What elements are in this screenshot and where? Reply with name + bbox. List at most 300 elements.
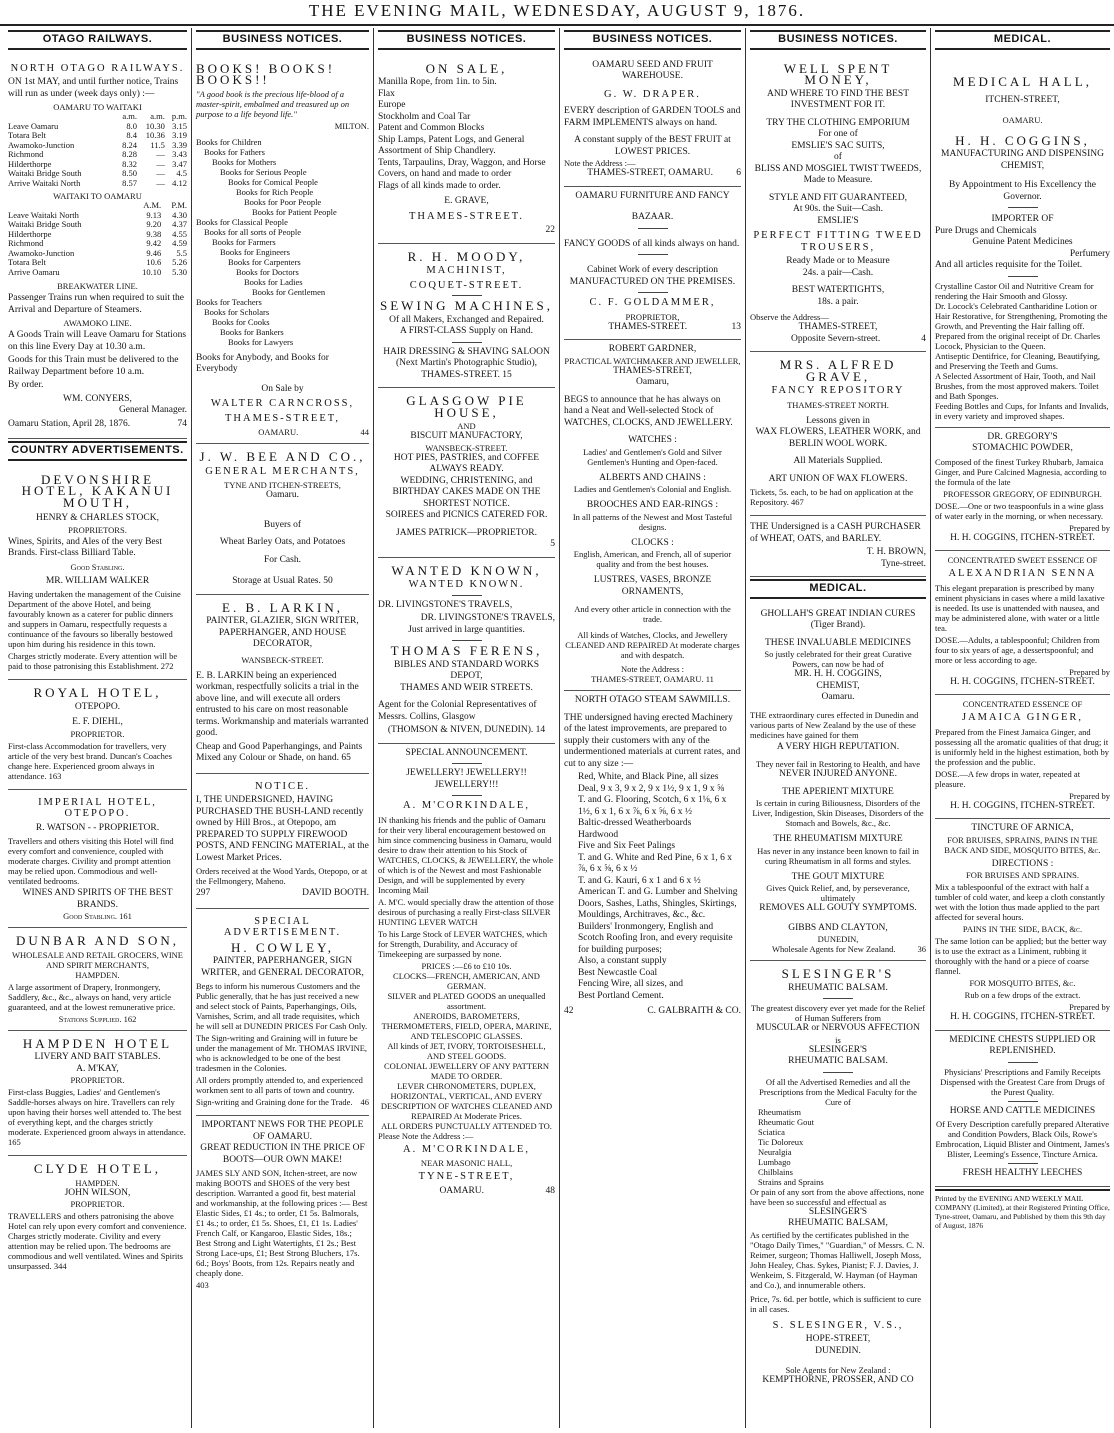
table-cell: 4.59: [172, 238, 187, 248]
ad-text: On Sale by: [261, 383, 304, 394]
ad-text: English, American, and French, all of superior quality and from the best houses.: [573, 549, 732, 569]
ad-title: E. B. LARKIN,: [222, 599, 343, 615]
ad-text: A constant supply of the BEST FRUIT at LOWEST PRICES.: [574, 135, 731, 157]
table-cell: 8.28: [122, 149, 137, 159]
section-heading: OTAGO RAILWAYS.: [8, 30, 187, 50]
ad-title: OAMARU FURNITURE AND FANCY: [575, 190, 730, 201]
ad-text: Pure Drugs and Chemicals: [935, 225, 1037, 236]
ad-signature: H. H. COGGINS, ITCHEN-STREET.: [950, 532, 1095, 543]
royal-hotel-ad: [8, 680, 187, 790]
ad-street: COQUET-STREET.: [409, 279, 524, 291]
list-item: Books for Lawyers: [228, 336, 294, 347]
table-header-cell: P.M.: [171, 200, 187, 210]
ad-number: 50: [323, 576, 333, 586]
ad-subtitle: JEWELLERY! JEWELLERY!! JEWELLERY!!!: [406, 768, 527, 790]
divider: [1008, 207, 1038, 208]
railway-timetable-ad: [8, 56, 187, 440]
ad-subtitle: MR. WILLIAM WALKER: [45, 575, 150, 586]
ad-text: MR. H. H. COGGINS,: [794, 669, 882, 679]
ad-text: All orders promptly attended to, and experienced workmen sent to all parts of town and country.: [196, 1075, 363, 1095]
ad-text: SOIREES and PICNICS CATERED FOR.: [385, 510, 548, 520]
table-header-cell: p.m.: [171, 111, 187, 121]
ad-text: Sole Agents for New Zealand :: [785, 1365, 891, 1375]
table-cell: 4.55: [172, 228, 187, 239]
ad-street: [378, 370, 555, 382]
seed-warehouse-ad: [564, 56, 741, 187]
ad-title: GLASGOW PIE HOUSE,: [406, 393, 527, 420]
table-cell: 8.4: [126, 130, 137, 140]
table-row: [8, 268, 187, 278]
ad-text: Of all the Advertised Remedies and all the Prescriptions from the Medical Faculty for the Cure of: [759, 1076, 917, 1107]
section-heading: BUSINESS NOTICES.: [564, 30, 741, 50]
ad-text: I, THE UNDERSIGNED, HAVING PURCHASED THE BUSH-LAND recently owned by Hill Bros., at Otepopo, am PREPARED TO SUPPLY FIREWOOD POSTS, AND FENCING MATERIAL, at the Lowest Market Prices.: [196, 795, 369, 863]
ad-subtitle: FANCY REPOSITORY: [771, 385, 905, 396]
ad-number: 14: [535, 725, 546, 735]
ad-title: NORTH OTAGO RAILWAYS.: [10, 62, 185, 74]
ad-number: 65: [341, 753, 351, 763]
ad-text: Buyers of: [263, 519, 302, 530]
dateline-text: Oamaru Station, April 28, 1876.: [8, 418, 131, 429]
list-item: Books for Ladies: [244, 276, 303, 287]
ad-subtitle: DIRECTIONS :: [991, 858, 1054, 869]
divider: [1008, 1163, 1038, 1164]
ad-street: THAMES AND WEIR STREETS.: [400, 682, 533, 693]
ad-name: H. COWLEY,: [230, 939, 335, 955]
ad-subtitle: PRACTICAL WATCHMAKER AND JEWELLER,: [564, 355, 741, 366]
ad-text: All kinds of Watches, Clocks, and Jewellery CLEANED AND REPAIRED At moderate charges and with despatch.: [565, 630, 740, 660]
ad-title: BOOKS! BOOKS! BOOKS!!: [196, 60, 336, 87]
table-cell: 10.36: [145, 130, 165, 140]
ad-street: [564, 322, 741, 334]
ad-proprietor: JOHN WILSON,: [64, 1187, 131, 1198]
ad-text: EVERY description of GARDEN TOOLS and FARM IMPLEMENTS always on hand.: [564, 106, 741, 128]
mccorkindale-ad: [378, 744, 555, 1204]
ad-subtitle: BIBLES AND STANDARD WORKS DEPOT,: [393, 659, 539, 681]
ad-text: of: [834, 152, 842, 162]
ad-signature: T. H. BROWN,: [866, 547, 926, 557]
ad-title: ON SALE,: [425, 60, 508, 76]
ad-text: A. M'C. would specially draw the attention of those desirous of purchasing a really First-class SILVER HUNTING LEVER WATCH: [378, 896, 554, 927]
column-6: [930, 28, 1114, 1428]
table-cell: 8.50: [122, 168, 137, 178]
glasgow-pie-ad: [378, 388, 555, 558]
royal-text: First-class Accommodation for travellers, very article of the very best brand. Duncan's Coaches change here. Experienced groom always in attendance.: [8, 740, 172, 781]
list-item: Europe: [378, 100, 406, 110]
ad-text: Note the Address :: [620, 664, 685, 674]
list-item: Best Newcastle Coal: [578, 967, 658, 978]
ad-town: Oamaru.: [266, 490, 299, 500]
ad-text: By order.: [8, 380, 44, 390]
books-list: [196, 137, 369, 347]
ad-number: 46: [360, 1097, 369, 1107]
ad-title: HAMPDEN HOTEL: [22, 1035, 173, 1051]
list-item: Hardwood: [578, 829, 619, 840]
ad-text: Oamaru.: [821, 692, 855, 702]
table-cell: 10.30: [145, 120, 165, 131]
ad-note: Good Stabling.: [70, 561, 125, 572]
ad-title: DEVONSHIRE HOTEL, KAKANUI MOUTH,: [21, 471, 174, 510]
ad-text: [8, 651, 187, 671]
ad-subtitle: LIVERY AND BAIT STABLES.: [34, 1052, 161, 1062]
divider: [452, 342, 482, 343]
ad-text: Prepared by: [1069, 666, 1110, 677]
ad-text: [196, 742, 369, 765]
toilet-items-list: [935, 281, 1110, 421]
ad-text: RHEUMATIC BALSAM,: [788, 1218, 888, 1228]
ad-title: CLYDE HOTEL,: [33, 1161, 162, 1176]
ad-title: WELL SPENT MONEY,: [783, 60, 893, 87]
ad-text: Observe the Address—: [750, 312, 829, 322]
ad-text: Rub on a few drops of the extract.: [964, 990, 1081, 1000]
ad-text: Mix a tablespoonful of the extract with half a tumbler of cold water, and keep a cloth constantly wet with the lotion thus made applied to the part affected for several hours.: [935, 882, 1105, 922]
timetable-waitaki-oamaru: [8, 201, 187, 277]
ad-number: 297: [196, 888, 211, 898]
ad-number: 11: [705, 674, 714, 684]
ad-number: 162: [123, 1013, 137, 1024]
list-item: Books for Engineers: [220, 246, 290, 257]
signature-text: DAVID BOOTH.: [302, 888, 369, 898]
ad-number: 74: [177, 418, 187, 429]
ad-text: Just arrived in large quantities.: [408, 624, 525, 635]
ad-proprietor: A. M'KAY,: [76, 1063, 119, 1074]
ad-role: PROPRIETORS.: [68, 524, 127, 535]
ad-signature: A. M'CORKINDALE,: [403, 1143, 530, 1155]
ad-title: SPECIAL ADVERTISEMENT.: [223, 915, 342, 938]
arnica-ad: [935, 819, 1110, 1031]
list-item: Best Portland Cement.: [578, 990, 664, 1001]
ad-place: OTEPOPO.: [74, 701, 121, 712]
ad-signature: H. H. COGGINS, ITCHEN-STREET.: [950, 676, 1095, 687]
ad-subtitle: CLOCKS :: [631, 537, 674, 548]
list-item: Books for Mothers: [212, 156, 277, 167]
ad-name: H. H. COGGINS,: [955, 132, 1090, 148]
list-item: Crystalline Castor Oil and Nutritive Cream for rendering the Hair Smooth and Glossy.: [935, 280, 1094, 301]
imperial-hotel-ad: [8, 790, 187, 929]
hampden-hotel-ad: [8, 1031, 187, 1157]
ad-text: Agent for the Colonial Representatives of Messrs. Collins, Glasgow: [378, 700, 537, 722]
table-cell: 9.46: [146, 247, 162, 258]
ad-number: 48: [545, 1185, 555, 1196]
ailments-list: [750, 1107, 926, 1187]
ad-signature: H. H. COGGINS, ITCHEN-STREET.: [950, 1012, 1095, 1022]
ad-text: Prepared from the Finest Jamaica Ginger, and possessing all the aromatic qualities of that drug; it is uniformly held in the highest estimation, both by the profession and the public.: [935, 726, 1109, 767]
list-item: Feeding Bottles and Cups, for Infants and Invalids, in every variety and improved shapes.: [935, 400, 1109, 421]
ad-town: Oamaru,: [636, 377, 669, 387]
column-1: [4, 28, 191, 1428]
list-item: Books for Classical People: [196, 216, 288, 227]
ad-subtitle: BISCUIT MANUFACTORY,: [410, 431, 523, 441]
ad-title: CONCENTRATED ESSENCE OF: [962, 699, 1083, 709]
ad-title: TINCTURE OF ARNICA,: [971, 823, 1074, 833]
ad-text: To his Large Stock of LEVER WATCHES, which for Strength, Durability, and Accuracy of Timekeeping are surpassed by none.: [378, 928, 548, 959]
ad-proprietor: HENRY & CHARLES STOCK,: [36, 513, 159, 523]
list-item: Books for Comical People: [228, 176, 318, 187]
ad-text: Physicians' Prescriptions and Family Receipts Dispensed with the Greatest Care from Drugs of the Purest Quality.: [940, 1066, 1105, 1097]
ad-number: 272: [160, 661, 174, 671]
ad-title: WANTED KNOWN,: [391, 562, 542, 578]
table-cell: 3.19: [172, 130, 187, 140]
ad-text: Cabinet Work of every description: [587, 265, 718, 275]
ad-text: Perfumery: [1069, 248, 1110, 259]
ad-text: A VERY HIGH REPUTATION.: [776, 741, 900, 752]
ad-text: Ladies' and Gentlemen's Gold and Silver Gentlemen's Hunting and Open-faced.: [583, 446, 722, 467]
ad-signature: E. GRAVE,: [444, 196, 489, 206]
ad-text: RHEUMATIC BALSAM.: [788, 1056, 888, 1066]
table-cell: 10.6: [146, 257, 162, 267]
ad-proprietor: JAMES PATRICK—PROPRIETOR.: [396, 527, 537, 538]
ad-subtitle: PAINS IN THE SIDE, BACK, &c.: [962, 924, 1083, 934]
list-item: Rheumatism: [758, 1106, 801, 1117]
ad-role: General Manager.: [118, 405, 187, 415]
ad-text: Note the Address :—: [564, 158, 636, 168]
table-cell: Leave Waitaki North: [8, 209, 79, 220]
list-item: Books for Fathers: [204, 146, 265, 157]
ad-text: PERFECT FITTING TWEED TROUSERS,: [753, 230, 923, 253]
ad-title: OAMARU SEED AND FRUIT WAREHOUSE.: [592, 59, 713, 81]
ad-number: 22: [545, 225, 555, 235]
ad-text: DOSE.—A few drops in water, repeated at pleasure.: [935, 768, 1081, 789]
list-item: T. and G. Kauri, 6 x 1 and 6 x ½: [578, 875, 701, 886]
ad-subtitle: MANUFACTURING AND DISPENSING CHEMIST,: [941, 149, 1104, 171]
table-cell: 8.0: [126, 120, 137, 131]
address-text: THAMES-STREET, OAMARU.: [591, 674, 704, 684]
mrs-grave-ad: [750, 352, 926, 516]
divider: [452, 795, 482, 796]
ad-title: SLESINGER'S: [781, 966, 895, 981]
ad-street: THAMES-STREET NORTH.: [787, 399, 889, 410]
ad-role: PROPRIETOR.: [70, 1199, 125, 1209]
ad-street: HOPE-STREET,: [805, 1334, 871, 1344]
list-item: Books for Cooks: [212, 316, 270, 327]
section-heading: COUNTRY ADVERTISEMENTS.: [8, 441, 187, 461]
table-title: OAMARU TO WAITAKI: [53, 102, 142, 112]
ad-text: NEVER INJURED ANYONE.: [779, 769, 897, 779]
gregory-powder-ad: [935, 428, 1110, 552]
ad-text: A large assortment of Drapery, Ironmongery, Saddlery, &c., &c., always on hand, very article guaranteed, and at the lowest remunerative price.: [8, 981, 176, 1012]
divider: [638, 254, 668, 255]
ad-text: [196, 1097, 369, 1107]
ad-text: Lessons given in: [806, 415, 870, 426]
ad-street: [564, 168, 741, 180]
list-item: Tic Doloreux: [758, 1136, 804, 1147]
ad-subtitle: IMPORTER OF: [991, 214, 1054, 224]
ad-text: [8, 741, 187, 781]
ad-signature: H. H. COGGINS, ITCHEN-STREET.: [950, 800, 1095, 811]
masthead: THE EVENING MAIL, WEDNESDAY, AUGUST 9, 1876.: [0, 0, 1114, 26]
cowley-text: Sign-writing and Graining done for the Trade.: [196, 1097, 353, 1107]
table-cell: 3.39: [172, 139, 187, 150]
ad-place: HAMPDEN.: [75, 1177, 120, 1188]
ad-text: Genuine Patent Medicines: [972, 237, 1073, 247]
table-cell: Richmond: [8, 238, 44, 248]
list-item: Flax: [378, 88, 395, 99]
list-item: Books for Children: [196, 136, 262, 147]
ad-text: Goods for this Train must be delivered to the Railway Department before 10 a.m.: [8, 355, 179, 377]
ad-text: PRICES :—£6 to £10 10s.: [421, 960, 512, 971]
ad-title: ROYAL HOTEL,: [33, 685, 162, 700]
ad-text: This elegant preparation is prescribed by many eminent physicians in cases where a mild laxative is needed. Its use is unattended with nausea, and may be administered alone, with water or a little tea.: [935, 582, 1105, 633]
ad-text: 24s. a pair—Cash.: [802, 267, 874, 278]
moody-ad: [378, 244, 555, 389]
table-cell: 3.15: [172, 120, 187, 131]
divider: [452, 763, 482, 764]
ad-subtitle: SEWING MACHINES,: [380, 298, 553, 313]
onsale-list: [378, 77, 555, 192]
table-cell: —: [156, 177, 165, 188]
ad-text: Composed of the finest Turkey Rhubarb, Jamaica Ginger, and Pure Calcined Magnesia, according to the formula of the late: [935, 456, 1107, 487]
ad-subtitle: BROOCHES AND EAR-RINGS :: [586, 500, 719, 510]
devonshire-hotel-ad: [8, 467, 187, 681]
ad-proprietor: E. F. DIEHL,: [72, 717, 123, 727]
ad-text: ANEROIDS, BAROMETERS, THERMOMETERS, FIELD, OPERA, MARINE, AND TELESCOPIC GLASSES.: [381, 1010, 552, 1041]
ad-subtitle: ALEXANDRIAN SENNA: [948, 568, 1097, 579]
ad-text: MUSCULAR or NERVOUS AFFECTION: [756, 1023, 920, 1033]
list-item: Fencing Wire, all sizes, and: [578, 979, 683, 989]
divider: [452, 595, 482, 596]
table-cell: Awamoko-Junction: [8, 139, 75, 150]
ad-street: WANSBECK-STREET.: [241, 654, 324, 665]
livingstone-ad: [378, 558, 555, 744]
ad-street: [564, 674, 741, 684]
divider: [1008, 276, 1038, 277]
list-item: Also, a constant supply: [578, 956, 667, 966]
ghollah-cures-ad: [750, 605, 926, 962]
list-item: Strains and Sprains: [758, 1176, 824, 1187]
divider: [452, 295, 482, 296]
ad-street: THAMES-STREET,: [798, 322, 878, 332]
ad-subtitle: GREAT REDUCTION IN THE PRICE OF BOOTS—OUR OWN MAKE!: [200, 1143, 365, 1165]
ad-subtitle: FOR BRUISES AND SPRAINS.: [966, 870, 1079, 880]
ad-subtitle: MACHINIST,: [426, 265, 507, 276]
list-item: Doors, Sashes, Laths, Shingles, Skirtings, Mouldings, Architraves, &c., &c. Builders' Ironmongery, English and Scotch Roofing Iron, and every requisite for building purposes;: [578, 898, 737, 955]
stations-text: Stations Supplied.: [58, 1013, 122, 1024]
column-2: [191, 28, 373, 1428]
ad-text: Ladies and Gentlemen's Colonial and English.: [573, 484, 732, 494]
ad-subtitle: STOMACHIC POWDER,: [972, 443, 1073, 453]
ad-street: THAMES-STREET.: [408, 210, 524, 222]
ad-subtitle: AND WHERE TO FIND THE BEST INVESTMENT FOR IT.: [766, 88, 910, 110]
section-heading: BUSINESS NOTICES.: [378, 30, 555, 50]
table-cell: 3.43: [172, 149, 187, 159]
ad-number: 42: [564, 1006, 574, 1016]
table-cell: Hilderthorpe: [8, 228, 52, 239]
ad-text: For one of: [818, 129, 858, 139]
ad-subtitle: HAIR DRESSING & SHAVING SALOON: [383, 346, 550, 357]
clyde-hotel-ad: [8, 1156, 187, 1279]
column-3: [373, 28, 559, 1428]
ad-number: 403: [196, 1280, 209, 1290]
printer-imprint: Printed by the EVENING AND WEEKLY MAIL COMPANY (Limited), at their Registered Printing Office, Tyne-street, Oamaru, and Published by them this 9th day of August, 1876: [935, 1189, 1110, 1230]
ad-text: In all patterns of the Newest and Most Tasteful designs.: [572, 511, 733, 532]
ad-text: Please Note the Address :—: [378, 1130, 474, 1141]
ad-number: 163: [48, 770, 62, 781]
slesinger-ad: [750, 961, 926, 1393]
ad-text: Travellers and others visiting this Hotel will find every comfort and convenience, coupled with moderate charges. Civility and prompt attention may be relied upon. Commodious and well-ventilated bedrooms.: [8, 836, 174, 886]
ad-title: IMPORTANT NEWS FOR THE PEOPLE OF OAMARU.: [201, 1120, 364, 1142]
table-cell: 3.47: [172, 158, 187, 169]
ad-text: WEDDING, CHRISTENING, and BIRTHDAY CAKES MADE ON THE SHORTEST NOTICE.: [392, 475, 541, 509]
ad-title: NORTH OTAGO STEAM SAWMILLS.: [574, 695, 731, 705]
table-cell: 9.38: [146, 228, 162, 239]
section-heading: BUSINESS NOTICES.: [196, 30, 369, 50]
ad-subtitle: LUSTRES, VASES, BRONZE ORNAMENTS,: [593, 575, 712, 597]
list-item: Books for Poor People: [244, 196, 322, 207]
ad-text: [8, 1087, 187, 1147]
table-cell: Waitaki Bridge South: [8, 168, 82, 178]
ad-text: SLESINGER'S: [808, 1044, 868, 1055]
ad-text: As certified by the certificates published in the "Otago Daily Times," "Guardian," of Messrs. C. N. Reimer, surgeon; Thomas Halliwell, Joseph Moss, John Healey, Chas. Sykes, Pianist; F. J. Davies, J. Wenkeim, S. Fitzgerald, W. Hayman (of Hayman and Co.), and innumerable others.: [750, 1229, 925, 1290]
ad-title: DR. GREGORY'S: [987, 431, 1058, 442]
ad-name: THOMAS FERENS,: [390, 643, 543, 658]
table-cell: Leave Oamaru: [8, 120, 59, 131]
ad-town: [196, 427, 369, 437]
ad-number: 44: [360, 427, 369, 437]
ad-text: THE extraordinary cures effected in Dunedin and various parts of New Zealand by the use of these medicines have gained for them: [750, 709, 919, 740]
ad-text: IN thanking his friends and the public of Oamaru for their very liberal encouragement bestowed on him since commencing business in Oamaru, would desire to draw their attention to his Stock of WATCHES, CLOCKS, & JEWELLERY, the whole of which is of the Newest and most Fashionable Design, and will be supplemented by every Incoming Mail: [378, 814, 554, 895]
table-cell: 9.20: [146, 219, 162, 229]
table-cell: 9.42: [146, 238, 162, 248]
ad-subtitle: WANTED KNOWN.: [408, 579, 525, 590]
column-4: [559, 28, 745, 1428]
ad-text: COLONIAL JEWELLERY OF ANY PATTERN MADE TO ORDER.: [384, 1060, 549, 1081]
ad-street: THAMES-STREET,: [613, 365, 692, 376]
ad-text: They never fail in Restoring to Health, and have: [755, 759, 921, 769]
table-header-cell: A.M.: [143, 200, 162, 210]
ad-subtitle: PAINTER, PAPERHANGER, SIGN WRITER, and GENERAL DECORATOR,: [201, 956, 364, 978]
list-item: Books for Gentlemen: [252, 286, 326, 297]
ad-text: EMSLIE'S SAC SUITS,: [791, 140, 885, 151]
ad-text: [378, 725, 555, 737]
ad-subtitle: RHEUMATIC BALSAM.: [788, 982, 888, 993]
ad-name: A. M'CORKINDALE,: [403, 800, 530, 811]
ad-town: OAMARU.: [1002, 114, 1043, 125]
table-cell: 5.26: [172, 257, 187, 267]
ad-title: SPECIAL ANNOUNCEMENT.: [405, 747, 528, 758]
table-cell: Totara Belt: [8, 130, 46, 140]
list-item: Deal, 9 x 3, 9 x 2, 9 x 1½, 9 x 1, 9 x ⅝: [578, 783, 725, 794]
ad-title: NOTICE.: [254, 780, 311, 792]
ad-signature: WM. CONYERS,: [63, 393, 132, 404]
list-item: Books for Scholars: [204, 306, 270, 317]
ad-text: [750, 487, 926, 507]
table-cell: 4.30: [172, 209, 187, 220]
divider: [1008, 1101, 1038, 1102]
clyde-text: TRAVELLERS and others patronising the above Hotel can rely upon every comfort and convenience. Charges strictly moderate. Civility and every attention may be relied upon. The bedrooms are commodious and well ventilated. Wines and Spirits unsurpassed.: [8, 1211, 187, 1271]
table-cell: 8.32: [122, 158, 137, 169]
ad-dateline: [8, 419, 187, 431]
ad-text: STYLE AND FIT GUARANTEED,: [768, 192, 908, 203]
ad-place: HAMPDEN.: [75, 969, 120, 980]
ad-text: Begs to inform his numerous Customers and the Public generally, that he has just received a new and select stock of Paints, Paperhangings, Oils, Varnishes, Scrim, and all trade requisites, which he will sell at DUNEDIN PRICES For Cash Only.: [196, 981, 368, 1031]
ad-text: NEAR MASONIC HALL,: [420, 1158, 513, 1168]
clothing-emporium-ad: [750, 56, 926, 353]
list-item: Chilblains: [758, 1166, 793, 1177]
list-item: Rheumatic Gout: [758, 1116, 814, 1127]
ad-goods: Wheat Barley Oats, and Potatoes: [219, 537, 346, 547]
bee-ad: [196, 444, 369, 595]
ad-text: Prepared by: [1069, 522, 1110, 533]
ad-subtitle: THE APERIENT MIXTURE: [782, 786, 894, 797]
ad-role: PROPRIETOR,: [625, 311, 680, 322]
ad-subtitle: WATCHES :: [628, 435, 677, 445]
ad-number: 13: [731, 321, 741, 332]
ad-text: Ready Made or to Measure: [786, 256, 890, 266]
list-item: Red, White, and Black Pine, all sizes: [578, 772, 719, 782]
ad-street: Tyne-street.: [881, 558, 926, 569]
tickets-text: Tickets, 5s. each, to be had on application at the Repository.: [750, 487, 914, 507]
ad-text: Wines, Spirits, and Ales of the very Best Brands. First-class Billiard Table.: [8, 536, 162, 558]
ad-text: BLISS AND MOSGIEL TWIST TWEEDS, Made to Measure.: [754, 163, 922, 185]
